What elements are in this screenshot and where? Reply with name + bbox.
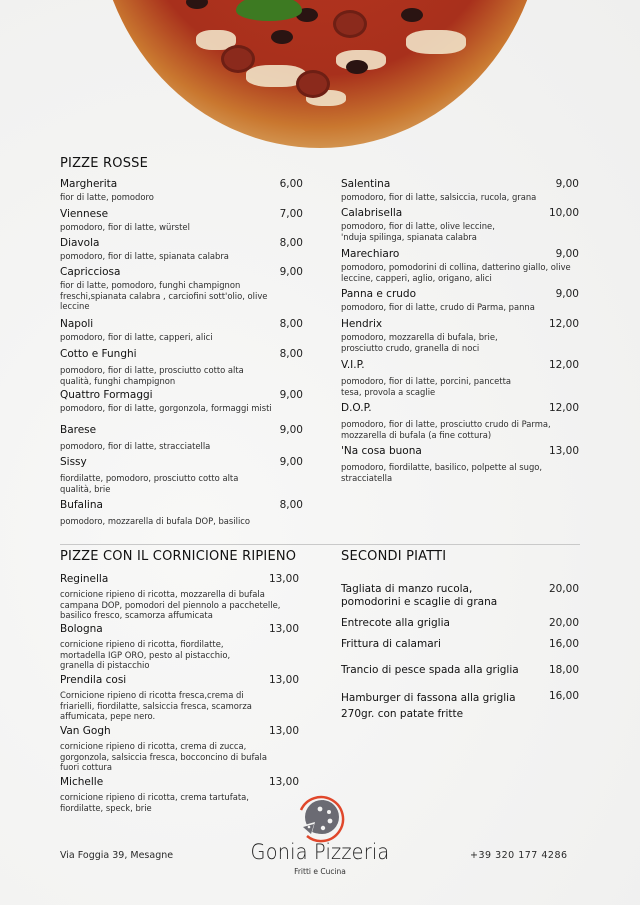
item-name: Quattro Formaggi bbox=[60, 389, 153, 401]
item-description: fiordilatte, pomodoro, prosciutto cotto alta qualità, brie bbox=[60, 473, 239, 494]
item-name: Sissy bbox=[60, 456, 87, 468]
item-name: D.O.P. bbox=[341, 402, 372, 414]
footer-phone[interactable]: +39 320 177 4286 bbox=[470, 850, 568, 861]
item-description: pomodoro, mozzarella di bufala, brie, prosciutto crudo, granella di noci bbox=[341, 332, 498, 353]
item-description: pomodoro, fior di latte, crudo di Parma, panna bbox=[341, 302, 535, 312]
item-price: 20,00 bbox=[548, 583, 579, 595]
item-price: 8,00 bbox=[279, 499, 303, 511]
item-description: cornicione ripieno di ricotta, crema tartufata, fiordilatte, speck, brie bbox=[60, 792, 249, 813]
item-description: cornicione ripieno di ricotta, fiordilatte, mortadella IGP ORO, pesto al pistacchio, granella di pistacchio bbox=[60, 639, 231, 670]
item-name: Marechiaro bbox=[341, 248, 400, 260]
item-description: pomodoro, fior di latte, stracciatella bbox=[60, 441, 211, 451]
menu-item bbox=[341, 402, 579, 445]
item-price: 13,00 bbox=[268, 573, 299, 585]
item-description: pomodoro, fior di latte, gorgonzola, formaggi misti bbox=[60, 403, 272, 413]
pizza-slice-icon bbox=[293, 792, 345, 844]
item-description: pomodoro, fior di latte, capperi, alici bbox=[60, 332, 213, 342]
item-name: Entrecote alla griglia bbox=[341, 617, 450, 629]
section-divider bbox=[60, 544, 580, 545]
item-price: 16,00 bbox=[548, 690, 579, 702]
brand-tagline: Fritti e Cucina bbox=[294, 867, 346, 876]
item-description: cornicione ripieno di ricotta, mozzarella di bufala campana DOP, pomodori del piennolo a pacchetelle, basilico fresco, scamorza affumicata bbox=[60, 589, 281, 620]
menu-item bbox=[60, 237, 303, 266]
menu-item bbox=[60, 725, 299, 776]
item-name: Trancio di pesce spada alla griglia bbox=[341, 664, 519, 676]
item-name: Napoli bbox=[60, 318, 94, 330]
item-price: 18,00 bbox=[548, 664, 579, 676]
item-price: 13,00 bbox=[268, 623, 299, 635]
item-name: V.I.P. bbox=[341, 359, 365, 371]
item-name: Reginella bbox=[60, 573, 109, 585]
footer-address: Via Foggia 39, Mesagne bbox=[60, 850, 174, 861]
item-description: pomodoro, fiordilatte, basilico, polpette al sugo, stracciatella bbox=[341, 462, 543, 483]
item-price: 9,00 bbox=[555, 288, 579, 300]
item-description: pomodoro, fior di latte, olive leccine, 'nduja spilinga, spianata calabra bbox=[341, 221, 495, 242]
menu-item bbox=[60, 389, 303, 424]
item-price: 8,00 bbox=[279, 237, 303, 249]
item-description: pomodoro, fior di latte, spianata calabra bbox=[60, 251, 229, 261]
menu-item bbox=[60, 208, 303, 237]
item-price: 20,00 bbox=[548, 617, 579, 629]
item-name: Calabrisella bbox=[341, 207, 403, 219]
item-price: 9,00 bbox=[279, 389, 303, 401]
item-name: Margherita bbox=[60, 178, 118, 190]
item-price: 9,00 bbox=[555, 178, 579, 190]
item-name: Salentina bbox=[341, 178, 391, 190]
secondi-column bbox=[341, 583, 579, 724]
item-price: 7,00 bbox=[279, 208, 303, 220]
menu-item bbox=[60, 424, 303, 456]
menu-item bbox=[60, 776, 299, 816]
section-title-cornicione: PIZZE CON IL CORNICIONE RIPIENO bbox=[60, 549, 297, 564]
item-name: Panna e crudo bbox=[341, 288, 417, 300]
item-price: 9,00 bbox=[279, 424, 303, 436]
menu-item bbox=[60, 623, 299, 674]
item-name: Cotto e Funghi bbox=[60, 348, 137, 360]
cornicione-column bbox=[60, 573, 299, 816]
menu-item bbox=[341, 207, 579, 248]
section-title-secondi: SECONDI PIATTI bbox=[341, 549, 447, 564]
pizze-rosse-right-column bbox=[341, 178, 579, 485]
item-name: Hamburger di fassona alla griglia 270gr. con patate fritte bbox=[341, 692, 516, 720]
item-price: 12,00 bbox=[548, 359, 579, 371]
menu-item bbox=[341, 664, 579, 690]
item-description: fior di latte, pomodoro bbox=[60, 192, 154, 202]
item-description: pomodoro, fior di latte, prosciutto cotto alta qualità, funghi champignon bbox=[60, 365, 244, 386]
item-name: Capricciosa bbox=[60, 266, 121, 278]
item-price: 12,00 bbox=[548, 318, 579, 330]
section-title-pizze-rosse: PIZZE ROSSE bbox=[60, 156, 149, 171]
menu-item bbox=[341, 359, 579, 402]
menu-item bbox=[341, 445, 579, 485]
item-price: 16,00 bbox=[548, 638, 579, 650]
item-price: 12,00 bbox=[548, 402, 579, 414]
pizze-rosse-left-column bbox=[60, 178, 303, 529]
item-price: 13,00 bbox=[268, 725, 299, 737]
menu-item bbox=[341, 583, 579, 617]
menu-item bbox=[60, 178, 303, 208]
menu-item bbox=[341, 288, 579, 318]
item-name: Diavola bbox=[60, 237, 100, 249]
brand-name: Gonia Pizzeria bbox=[250, 840, 390, 864]
item-name: 'Na cosa buona bbox=[341, 445, 422, 457]
item-price: 6,00 bbox=[279, 178, 303, 190]
item-name: Bufalina bbox=[60, 499, 103, 511]
item-name: Frittura di calamari bbox=[341, 638, 441, 650]
item-price: 10,00 bbox=[548, 207, 579, 219]
item-name: Michelle bbox=[60, 776, 104, 788]
menu-item bbox=[341, 248, 579, 288]
item-description: cornicione ripieno di ricotta, crema di zucca, gorgonzola, salsiccia fresca, bocconcino di bufala fuori cottura bbox=[60, 741, 267, 772]
menu-item bbox=[341, 178, 579, 207]
item-name: Bologna bbox=[60, 623, 103, 635]
item-name: Hendrix bbox=[341, 318, 383, 330]
item-price: 8,00 bbox=[279, 348, 303, 360]
item-price: 13,00 bbox=[268, 776, 299, 788]
item-name: Barese bbox=[60, 424, 97, 436]
menu-item bbox=[341, 690, 579, 724]
menu-item bbox=[60, 318, 303, 348]
item-description: pomodoro, fior di latte, porcini, pancetta tesa, provola a scaglie bbox=[341, 376, 511, 397]
hero-pizza-image bbox=[96, 0, 544, 148]
item-price: 9,00 bbox=[279, 456, 303, 468]
menu-item bbox=[60, 348, 303, 389]
item-price: 9,00 bbox=[279, 266, 303, 278]
item-name: Tagliata di manzo rucola, pomodorini e scaglie di grana bbox=[341, 583, 498, 608]
item-name: Van Gogh bbox=[60, 725, 111, 737]
item-price: 9,00 bbox=[555, 248, 579, 260]
item-description: pomodoro, fior di latte, würstel bbox=[60, 222, 190, 232]
item-price: 13,00 bbox=[268, 674, 299, 686]
item-price: 13,00 bbox=[548, 445, 579, 457]
menu-item bbox=[60, 499, 303, 529]
menu-item bbox=[60, 456, 303, 499]
item-description: Cornicione ripieno di ricotta fresca,crema di friarielli, fiordilatte, salsiccia fresca, scamorza affumicata, pepe nero. bbox=[60, 690, 252, 721]
item-description: pomodoro, fior di latte, prosciutto crudo di Parma, mozzarella di bufala (a fine cottura) bbox=[341, 419, 551, 440]
item-description: pomodoro, fior di latte, salsiccia, rucola, grana bbox=[341, 192, 537, 202]
menu-item bbox=[60, 266, 303, 318]
item-name: Viennese bbox=[60, 208, 109, 220]
menu-item bbox=[60, 674, 299, 725]
item-description: fior di latte, pomodoro, funghi champignon freschi,spianata calabra , carciofini sott'olio, olive leccine bbox=[60, 280, 268, 311]
item-price: 8,00 bbox=[279, 318, 303, 330]
menu-item bbox=[341, 617, 579, 638]
menu-item bbox=[341, 318, 579, 359]
item-name: Prendila cosi bbox=[60, 674, 127, 686]
menu-item bbox=[341, 638, 579, 664]
menu-item bbox=[60, 573, 299, 623]
item-description: pomodoro, pomodorini di collina, datterino giallo, olive leccine, capperi, aglio, origano, alici bbox=[341, 262, 571, 283]
item-description: pomodoro, mozzarella di bufala DOP, basilico bbox=[60, 516, 251, 526]
